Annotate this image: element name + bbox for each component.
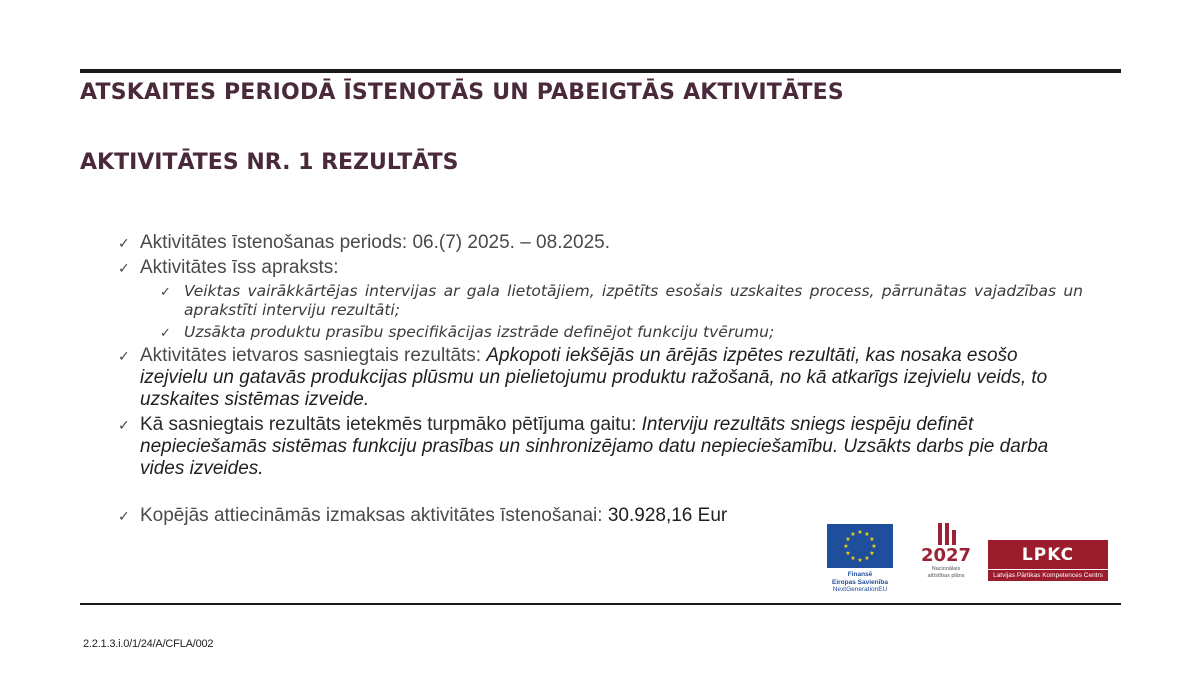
sub-list-item (160, 323, 1083, 342)
impact-paragraph (140, 414, 1083, 480)
eu-caption (827, 571, 893, 594)
list-item-impact (118, 414, 1083, 480)
eu-funding-logo (827, 524, 893, 594)
national-plan-year: 2027 (920, 545, 972, 566)
national-plan-caption-1: Nacionālais (931, 566, 961, 572)
checkmark-icon: ✓ (118, 348, 130, 364)
svg-text:★: ★ (857, 529, 863, 536)
sub-item-text: Uzsākta produktu prasību specifikācijas izstrāde definējot funkciju tvērumu; (184, 323, 775, 341)
checkmark-icon: ✓ (118, 417, 130, 433)
svg-text:★: ★ (845, 536, 851, 543)
svg-text:★: ★ (857, 557, 863, 564)
svg-text:★: ★ (871, 543, 877, 550)
sub-item-text: Veiktas vairākkārtējas intervijas ar gala lietotājiem, izpētīts esošais uzskaites process, pārrunātas vajadzības un aprakstīti interviju rezultāti; (184, 282, 1083, 319)
short-desc-label: Aktivitātes īss apraksts: (140, 257, 339, 278)
list-item-short-desc (118, 257, 1083, 279)
list-item-period (118, 232, 1083, 254)
national-plan-caption-2: attīstības plāns (927, 572, 965, 579)
result-label: Aktivitātes ietvaros sasniegtais rezultāts: (140, 345, 482, 366)
result-value: Apkopoti iekšējās un ārējās izpētes rezultāti, kas nosaka esošo izejvielu un gatavās produkcijas plūsmu un pielietojumu produktu ražošanā, no kā atkarīgs izejvielu veids, to uzskaites sistēmas izveide. (140, 345, 1048, 410)
cost-value: 30.928,16 Eur (607, 505, 728, 526)
result-paragraph (140, 345, 1083, 411)
svg-text:★: ★ (850, 531, 856, 538)
eu-caption-line1: Finansē (847, 571, 873, 578)
svg-text:★: ★ (869, 536, 875, 543)
section-subtitle: AKTIVITĀTES NR. 1 REZULTĀTS (80, 150, 459, 175)
national-plan-mark-icon (918, 522, 974, 546)
national-plan-logo (918, 522, 974, 579)
eu-caption-line3: NextGenerationEU (832, 586, 888, 593)
page-title: ATSKAITES PERIODĀ ĪSTENOTĀS UN PABEIGTĀS AKTIVITĀTES (80, 80, 844, 105)
activity-list (118, 232, 1083, 530)
lpkc-abbreviation: LPKC (988, 540, 1108, 569)
svg-text:★: ★ (869, 550, 875, 557)
checkmark-icon: ✓ (118, 508, 130, 524)
svg-text:★: ★ (845, 550, 851, 557)
checkmark-icon: ✓ (118, 260, 130, 276)
svg-text:★: ★ (864, 555, 870, 562)
eu-flag-icon (827, 524, 893, 568)
top-rule (80, 69, 1121, 73)
checkmark-icon: ✓ (160, 284, 171, 299)
impact-label: Kā sasniegtais rezultāts ietekmēs turpmāko pētījuma gaitu: (140, 414, 637, 435)
sub-list-item (160, 282, 1083, 320)
list-item-result (118, 345, 1083, 411)
svg-text:★: ★ (843, 543, 849, 550)
impact-value: Interviju rezultāts sniegs iespēju definēt nepieciešamās sistēmas funkciju prasības un sinhronizējamo datu nepieciešamību. Uzsākts darbs pie darba vides izveides. (140, 414, 1049, 479)
svg-text:★: ★ (864, 531, 870, 538)
bottom-rule (80, 603, 1121, 605)
period-text: Aktivitātes īstenošanas periods: 06.(7) 2025. – 08.2025. (140, 232, 611, 253)
lpkc-logo (988, 540, 1110, 580)
svg-text:★: ★ (850, 555, 856, 562)
document-code: 2.2.1.3.i.0/1/24/A/CFLA/002 (83, 638, 214, 650)
checkmark-icon: ✓ (160, 325, 171, 340)
eu-caption-line2: Eiropas Savienība (832, 578, 888, 586)
cost-paragraph (140, 505, 727, 527)
checkmark-icon: ✓ (118, 235, 130, 251)
lpkc-full-name: Latvijas Pārtikas Kompetences Centrs (988, 570, 1108, 581)
cost-label: Kopējās attiecināmās izmaksas aktivitātes īstenošanai: (140, 505, 603, 526)
